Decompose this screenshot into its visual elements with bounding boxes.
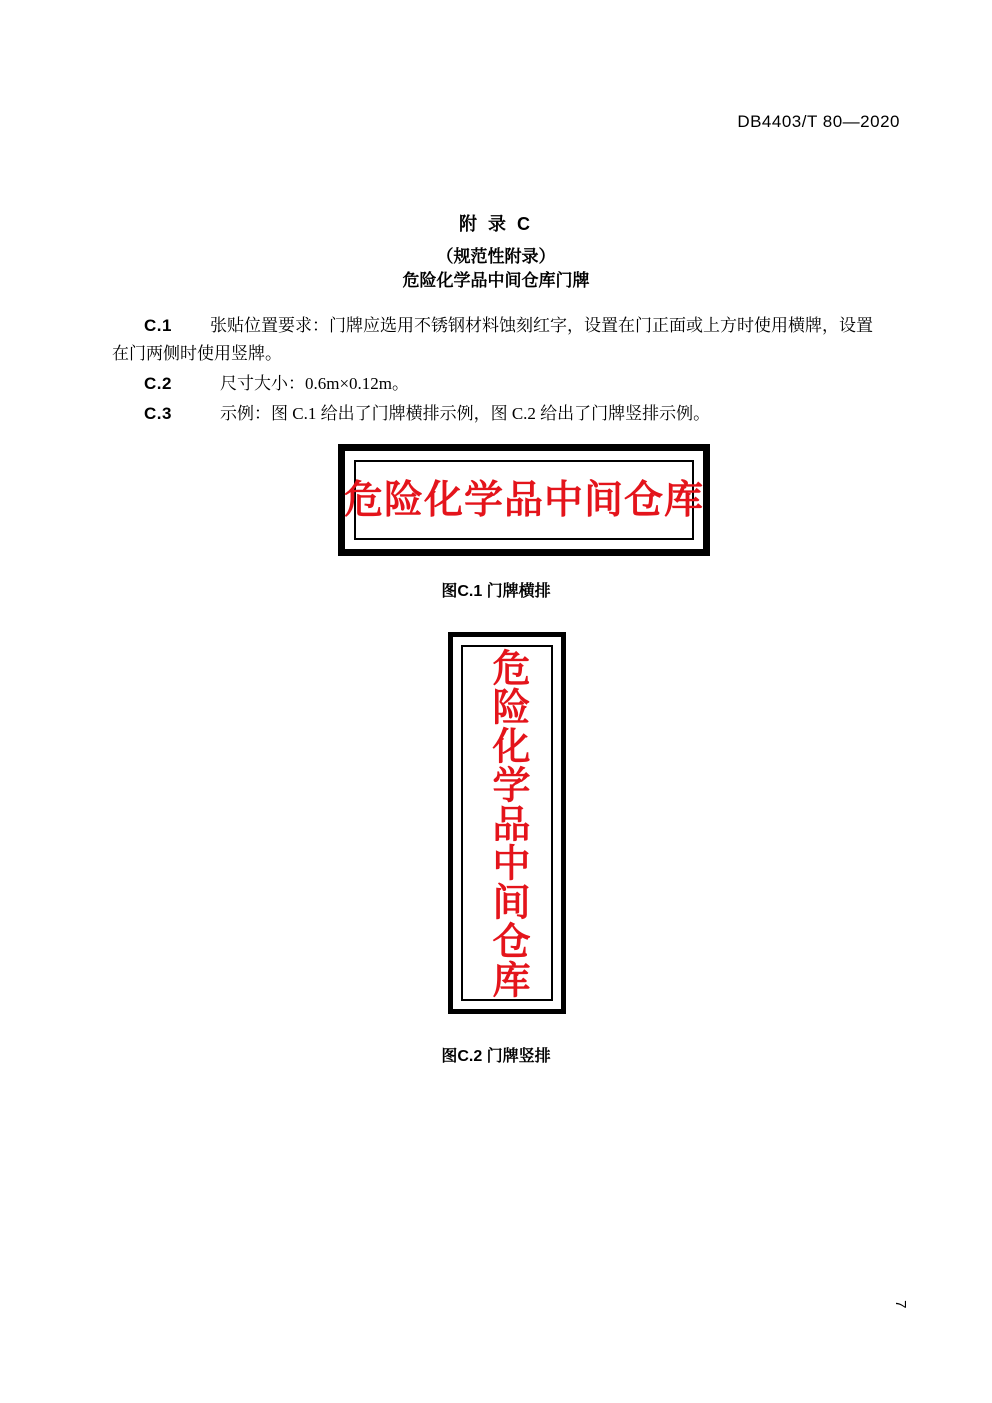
figure-c2-plate-inner-border — [461, 645, 553, 1001]
figure-c1-plate-text: 危险化学品中间仓库 — [344, 478, 705, 522]
clause-list — [112, 312, 882, 429]
figure-c1-plate-horizontal — [338, 444, 710, 556]
annex-name: 危险化学品中间仓库门牌 — [402, 271, 590, 290]
page-header-standard-code: DB4403/T 80—2020 — [737, 112, 900, 131]
page-number: 7 — [891, 1300, 909, 1309]
clause-c3-text: 示例：图 C.1 给出了门牌横排示例，图 C.2 给出了门牌竖排示例。 — [220, 404, 711, 423]
figure-c1-caption: 图C.1 门牌横排 — [441, 583, 551, 600]
clause-c1-number: C.1 — [144, 316, 172, 335]
clause-c2-number: C.2 — [144, 374, 172, 393]
clause-c2 — [112, 370, 882, 398]
clause-c1-text: 张贴位置要求：门牌应选用不锈钢材料蚀刻红字，设置在门正面或上方时使用横牌，设置在门两侧时使用竖牌。 — [112, 316, 873, 363]
figure-c1-plate-inner-border — [344, 460, 705, 540]
figure-c2-plate-vertical — [448, 632, 566, 1014]
annex-title: 附 录 C — [458, 214, 533, 234]
clause-c2-text: 尺寸大小：0.6m×0.12m。 — [220, 374, 410, 393]
clause-c1 — [112, 312, 882, 368]
annex-subtitle: （规范性附录） — [436, 247, 556, 266]
figure-c2-caption: 图C.2 门牌竖排 — [441, 1048, 551, 1065]
clause-c3 — [112, 400, 882, 428]
clause-c3-number: C.3 — [144, 404, 172, 423]
figure-c2-plate-text: 危险化学品中间仓库 — [486, 647, 528, 999]
